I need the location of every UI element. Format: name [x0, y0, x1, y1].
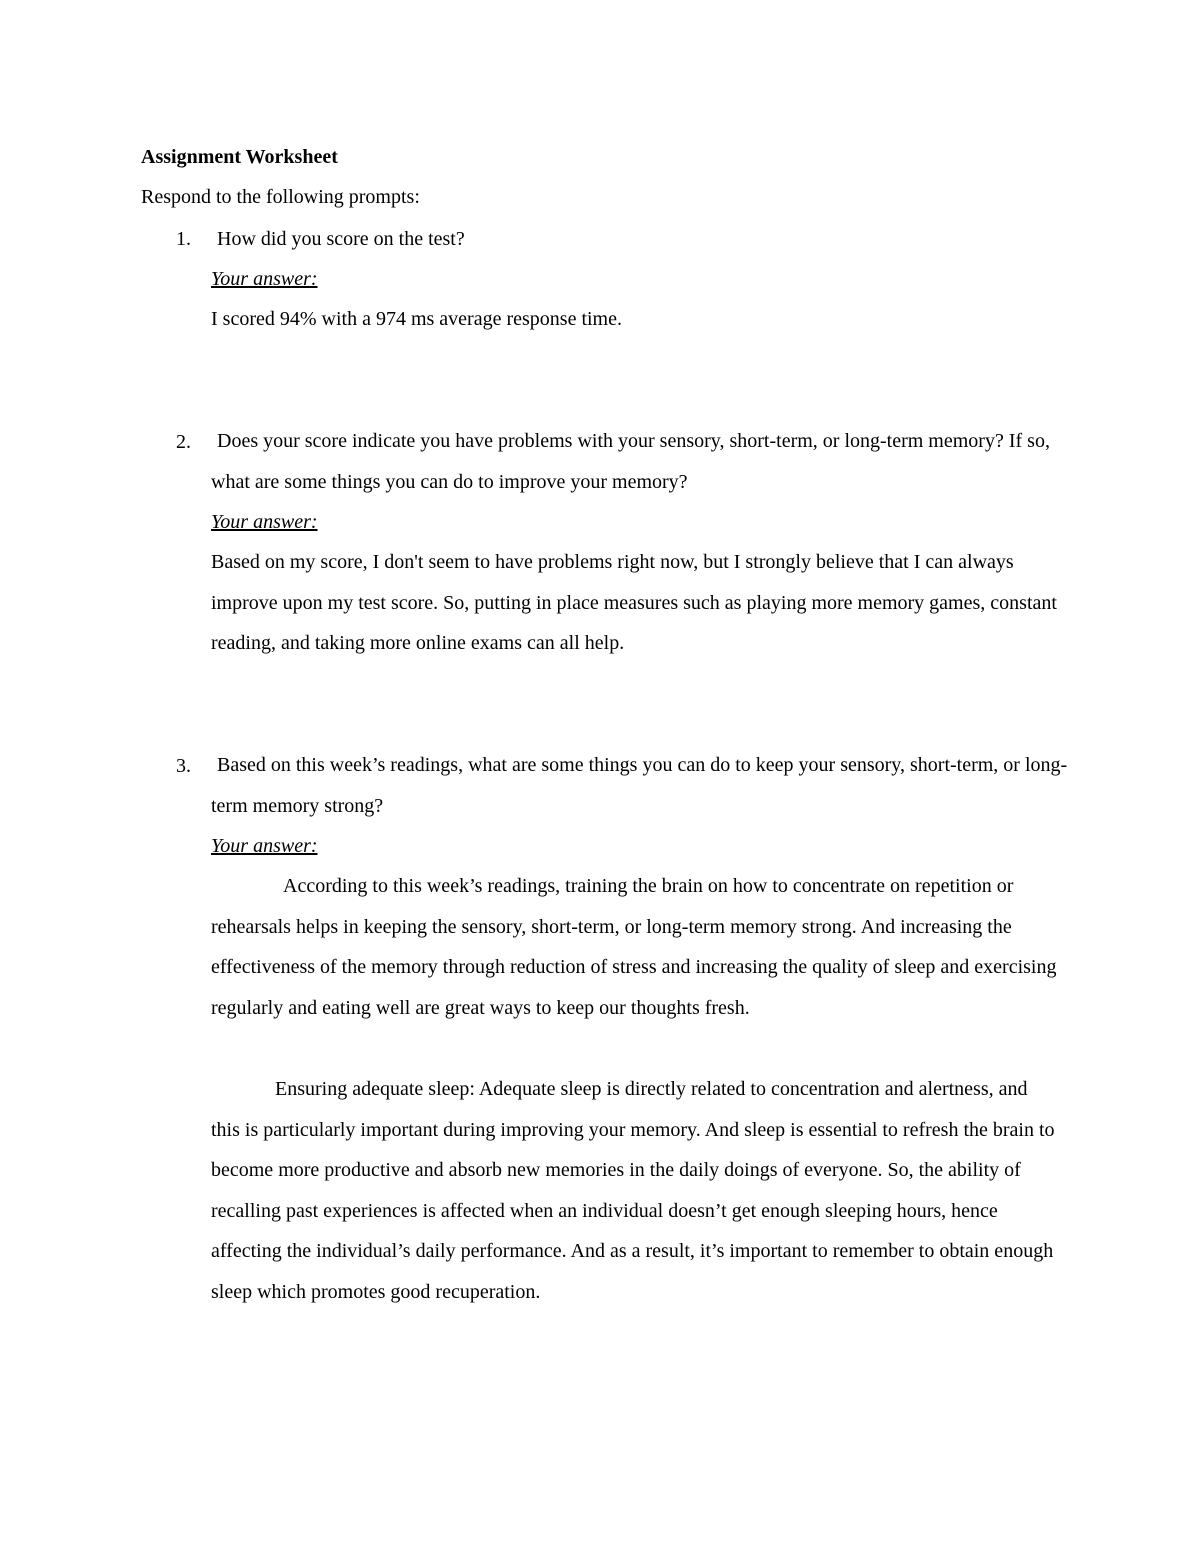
- question-2-answer: Based on my score, I don't seem to have problems right now, but I strongly believe that I can always improve upon my test score. So, putting in place measures such as playing more memory games, constant reading, and taking more online exams can all help.: [211, 551, 1057, 655]
- document-intro: Respond to the following prompts:: [141, 186, 420, 208]
- question-3-answer-paragraph-1: According to this week’s readings, training the brain on how to concentrate on repetition or rehearsals helps in keeping the sensory, short-term, or long-term memory strong. And increasing the effectiveness of the memory through reduction of stress and increasing the quality of sleep and exercising regularly and eating well are great ways to keep our thoughts fresh.: [211, 875, 1057, 1019]
- question-3-answer-paragraph-2: Ensuring adequate sleep: Adequate sleep is directly related to concentration and alertness, and this is particularly important during improving your memory. And sleep is essential to refresh the brain to become more productive and absorb new memories in the daily doings of everyone. So, the ability of recalling past experiences is affected when an individual doesn’t get enough sleeping hours, hence affecting the individual’s daily performance. And as a result, it’s important to remember to obtain enough sleep which promotes good recuperation.: [211, 1078, 1055, 1303]
- question-3-prompt: Based on this week’s readings, what are some things you can do to keep your sensory, short-term, or long-term memory strong?: [211, 754, 1068, 817]
- document-title: Assignment Worksheet: [141, 146, 338, 168]
- question-1-number: 1.: [176, 228, 191, 250]
- question-2-number: 2.: [176, 431, 191, 453]
- question-1-answer: I scored 94% with a 974 ms average response time.: [211, 308, 622, 330]
- question-3-number: 3.: [176, 755, 191, 777]
- question-3-answer-label: Your answer:: [211, 835, 318, 857]
- question-2-answer-label: Your answer:: [211, 511, 318, 533]
- question-1-prompt: How did you score on the test?: [217, 228, 465, 250]
- question-1-answer-label: Your answer:: [211, 268, 318, 290]
- question-2-prompt: Does your score indicate you have problems with your sensory, short-term, or long-term memory? If so, what are some things you can do to improve your memory?: [211, 430, 1050, 493]
